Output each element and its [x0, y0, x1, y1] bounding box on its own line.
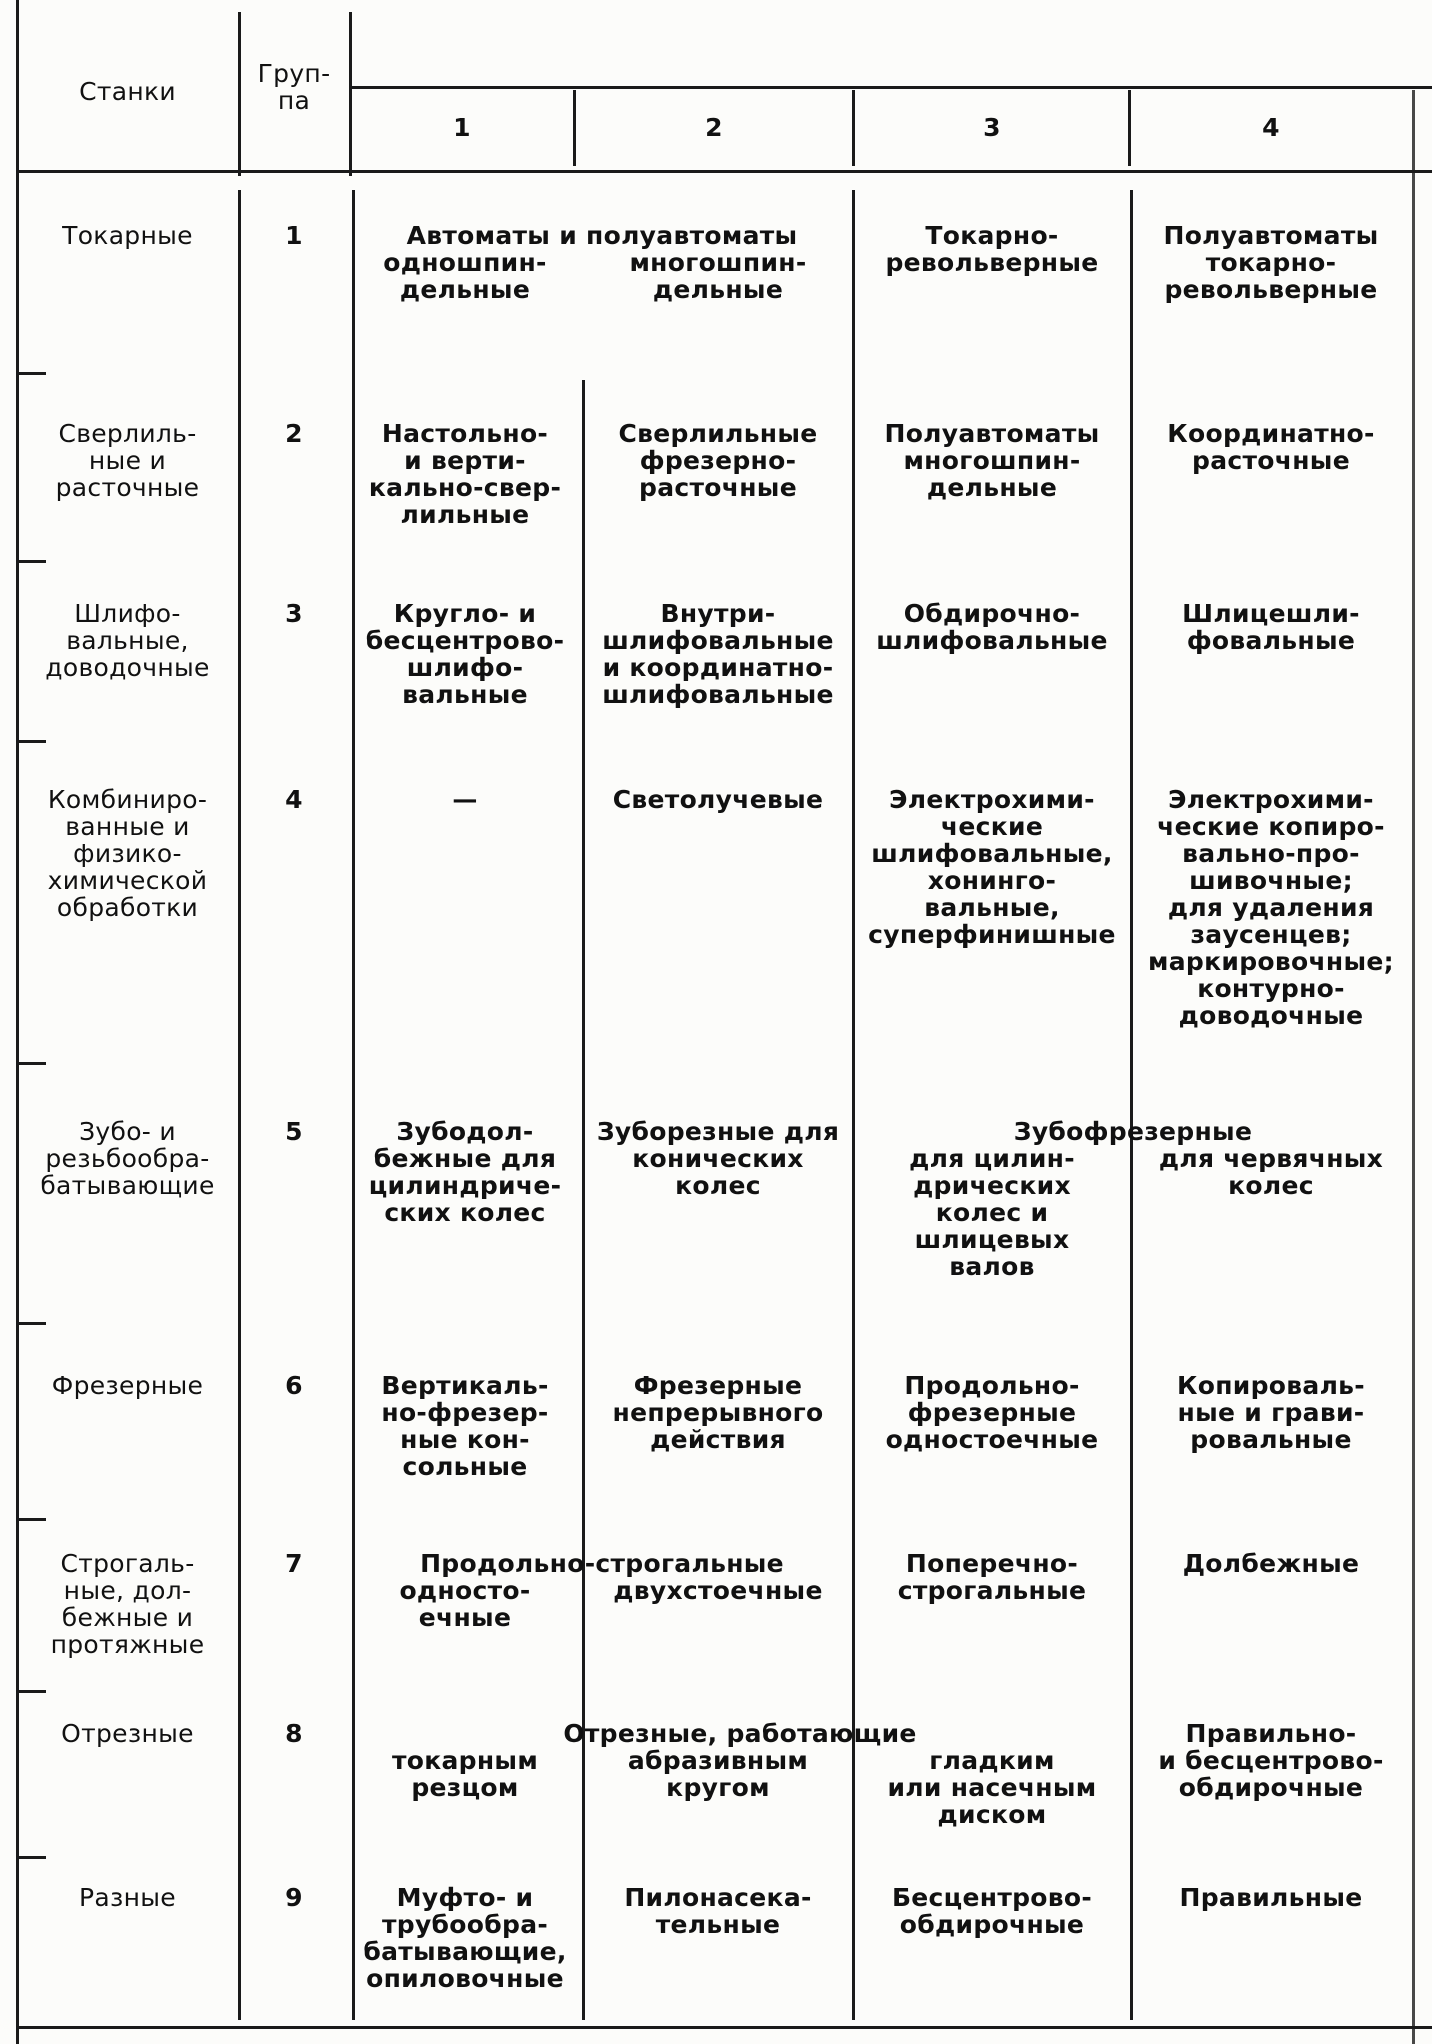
- row-3-machine: Шлифо- вальные, доводочные: [45, 599, 210, 682]
- row-7-group: 7: [285, 1549, 303, 1578]
- header-bottom-rule: [16, 170, 1432, 173]
- header-col-div-3: [1128, 90, 1131, 166]
- row-separator: [16, 1322, 46, 1325]
- row-7-span12: Продольно-строгальные: [420, 1549, 784, 1578]
- row-6-c2: Фрезерные непрерывного действия: [612, 1371, 824, 1454]
- row-2-c4: Координатно- расточные: [1167, 419, 1375, 475]
- row-1-c1: одношпин- дельные: [383, 248, 547, 304]
- row-3-c1: Кругло- и бесцентрово- шлифо- вальные: [365, 599, 565, 709]
- header-col-div-2: [852, 90, 855, 166]
- table-left-border: [16, 0, 19, 2044]
- row-separator: [16, 740, 46, 743]
- row-2-c3: Полуавтоматы многошпин- дельные: [884, 419, 1100, 502]
- row-5-c2: Зуборезные для конических колес: [596, 1117, 840, 1200]
- row-5-c3: для цилин- дрических колес и шлицевых валов: [909, 1144, 1075, 1281]
- header-col-3: 3: [983, 113, 1001, 142]
- row-separator: [16, 372, 46, 375]
- row-7-c1: односто- ечные: [399, 1576, 531, 1632]
- row-9-c4: Правильные: [1179, 1883, 1363, 1912]
- row-1-c4: Полуавтоматы токарно- револьверные: [1163, 221, 1379, 304]
- row-4-c3: Электрохими- ческие шлифовальные, хонинго- вальные, суперфинишные: [868, 785, 1116, 949]
- row-3-c2: Внутри- шлифовальные и координатно- шлифовальные: [602, 599, 834, 709]
- table-bottom-rule: [16, 2026, 1432, 2029]
- row-8-c3: гладким или насечным диском: [887, 1746, 1097, 1829]
- row-9-machine: Разные: [79, 1883, 176, 1912]
- header-machines: Станки: [79, 77, 176, 106]
- table-right-border: [1412, 90, 1415, 2044]
- row-1-c3: Токарно- револьверные: [885, 221, 1099, 277]
- row-3-c4: Шлицешли- фовальные: [1182, 599, 1360, 655]
- row-8-span123: Отрезные, работающие: [563, 1719, 917, 1748]
- row-6-c3: Продольно- фрезерные одностоечные: [885, 1371, 1099, 1454]
- row-5-machine: Зубо- и резьбообра- батывающие: [40, 1117, 215, 1200]
- row-7-c2: двухстоечные: [613, 1576, 823, 1605]
- row-9-c2: Пилонасека- тельные: [624, 1883, 812, 1939]
- row-9-c1: Муфто- и трубообра- батывающие, опиловочные: [363, 1883, 567, 1993]
- row-separator: [16, 560, 46, 563]
- row-1-span12: Автоматы и полуавтоматы: [406, 221, 798, 250]
- row-separator: [16, 1518, 46, 1521]
- row-6-c1: Вертикаль- но-фрезер- ные кон- сольные: [381, 1371, 549, 1481]
- row-8-machine: Отрезные: [61, 1719, 194, 1748]
- row-1-c2: многошпин- дельные: [629, 248, 807, 304]
- row-3-c3: Обдирочно- шлифовальные: [876, 599, 1108, 655]
- row-4-c1: —: [452, 785, 478, 814]
- row-2-machine: Сверлиль- ные и расточные: [55, 419, 200, 502]
- row-9-c3: Бесцентрово- обдирочные: [891, 1883, 1093, 1939]
- row-6-machine: Фрезерные: [51, 1371, 204, 1400]
- row-6-c4: Копироваль- ные и грави- ровальные: [1177, 1371, 1365, 1454]
- header-col-4: 4: [1262, 113, 1280, 142]
- row-separator: [16, 1690, 46, 1693]
- header-group: Груп- па: [257, 59, 331, 115]
- row-4-c2: Светолучевые: [612, 785, 824, 814]
- row-9-group: 9: [285, 1883, 303, 1912]
- row-4-c4: Электрохими- ческие копиро- вально-про- шивочные; для удаления заусенцев; маркировочные; контурно- доводочные: [1148, 785, 1394, 1030]
- row-5-span34: Зубофрезерные: [1013, 1117, 1253, 1146]
- col-divider-group: [349, 12, 352, 176]
- row-separator: [16, 1856, 46, 1859]
- header-subrule: [352, 86, 1432, 89]
- row-8-c2: абразивным кругом: [627, 1746, 809, 1802]
- row-5-c1: Зубодол- бежные для цилиндриче- ских колес: [368, 1117, 562, 1227]
- row-5-group: 5: [285, 1117, 303, 1146]
- row-7-machine: Строгаль- ные, дол- бежные и протяжные: [50, 1549, 205, 1659]
- header-col-2: 2: [705, 113, 723, 142]
- row-4-group: 4: [285, 785, 303, 814]
- row-8-c4: Правильно- и бесцентрово- обдирочные: [1158, 1719, 1384, 1802]
- row-5-c4: для червячных колес: [1158, 1144, 1384, 1200]
- row-2-c2: Сверлильные фрезерно- расточные: [618, 419, 818, 502]
- row-7-c4: Долбежные: [1182, 1549, 1360, 1578]
- row-2-c1: Настольно- и верти- кально-свер- лильные: [368, 419, 562, 529]
- row-1-group: 1: [285, 221, 303, 250]
- row-separator: [16, 1062, 46, 1065]
- row-7-c3: Поперечно- строгальные: [897, 1549, 1087, 1605]
- row-8-group: 8: [285, 1719, 303, 1748]
- row-4-machine: Комбиниро- ванные и физико- химической обработки: [47, 785, 208, 922]
- row-3-group: 3: [285, 599, 303, 628]
- row-8-c1: токарным резцом: [391, 1746, 539, 1802]
- row-2-group: 2: [285, 419, 303, 448]
- row-1-machine: Токарные: [62, 221, 193, 250]
- header-col-1: 1: [453, 113, 471, 142]
- row-6-group: 6: [285, 1371, 303, 1400]
